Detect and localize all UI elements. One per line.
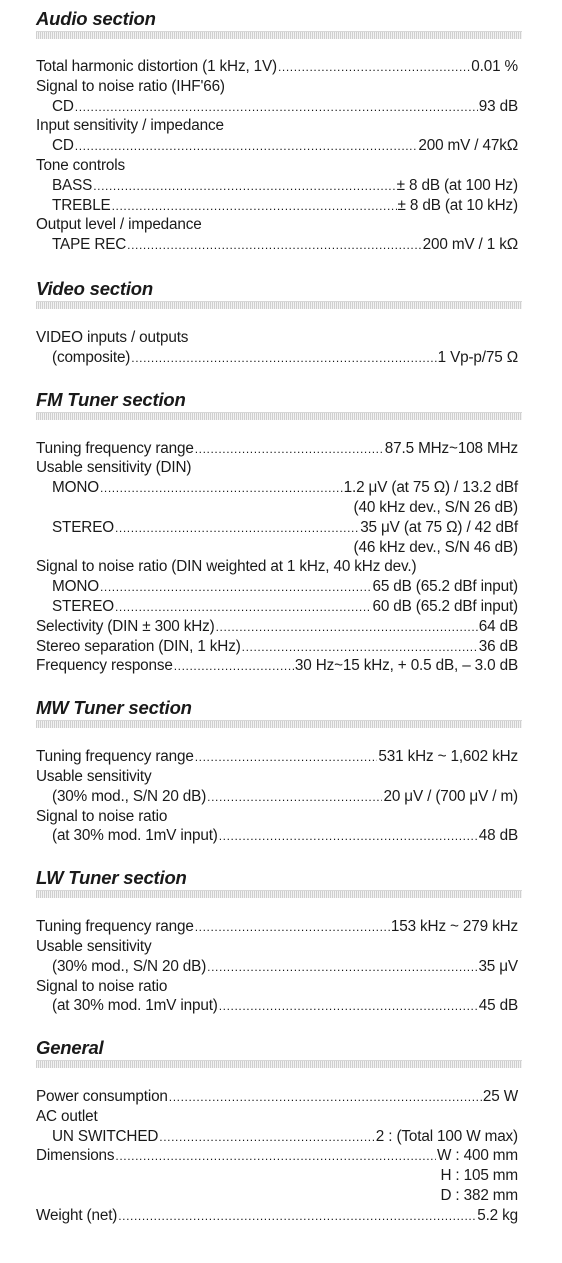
spec-row <box>36 747 518 767</box>
spec-row <box>36 478 518 498</box>
leader-dots <box>219 827 478 847</box>
spec-value: 200 mV / 1 kΩ <box>422 236 518 254</box>
spec-label: (30% mod., S/N 20 dB) <box>52 957 207 975</box>
spec-row <box>36 97 518 117</box>
spec-row <box>36 617 518 637</box>
spec-row <box>36 116 518 136</box>
spec-value: 64 dB <box>478 617 518 635</box>
spec-row <box>36 136 518 156</box>
spec-row <box>36 156 518 176</box>
section-divider <box>36 890 522 898</box>
spec-row <box>36 328 518 348</box>
video-section <box>36 278 518 368</box>
leader-dots <box>242 638 478 658</box>
spec-value: ± 8 dB (at 100 Hz) <box>396 176 518 194</box>
fm-tuner-section <box>36 389 518 677</box>
spec-value: 0.01 % <box>471 58 518 75</box>
spec-label: STEREO <box>52 518 114 536</box>
leader-dots <box>115 1147 436 1167</box>
spec-row <box>36 917 518 937</box>
spec-label: Stereo separation (DIN, 1 kHz) <box>36 637 241 655</box>
section-title: MW Tuner section <box>36 697 192 719</box>
section-title: Video section <box>36 277 153 299</box>
section-divider <box>36 31 522 39</box>
spec-row <box>36 1107 518 1127</box>
spec-row <box>36 937 518 957</box>
spec-label: Dimensions <box>36 1147 115 1165</box>
spec-label: (composite) <box>52 348 131 366</box>
spec-label: Input sensitivity / impedance <box>36 117 224 135</box>
lw-tuner-section <box>36 867 518 1016</box>
spec-value: 35 μV (at 75 Ω) / 42 dBf <box>360 518 518 536</box>
spec-label: Signal to noise ratio (DIN weighted at 1 kHz, 40 kHz dev.) <box>36 558 417 576</box>
spec-sheet <box>36 8 518 1226</box>
section-divider <box>36 1060 522 1068</box>
spec-row <box>36 196 518 216</box>
spec-row <box>36 215 518 235</box>
spec-label: CD <box>52 97 74 115</box>
spec-row <box>36 1087 518 1107</box>
spec-value: 60 dB (65.2 dBf input) <box>372 597 518 615</box>
spec-value: 45 dB <box>478 997 518 1015</box>
spec-label: UN SWITCHED <box>52 1127 159 1145</box>
spec-label: Signal to noise ratio <box>36 977 168 995</box>
leader-dots <box>115 598 371 618</box>
spec-row <box>36 767 518 787</box>
section-title: FM Tuner section <box>36 388 186 410</box>
spec-label: (at 30% mod. 1mV input) <box>52 997 218 1015</box>
spec-row <box>36 996 518 1016</box>
spec-value: H : 105 mm <box>440 1167 518 1185</box>
spec-row <box>36 557 518 577</box>
spec-value: 30 Hz~15 kHz, + 0.5 dB, – 3.0 dB <box>294 657 518 675</box>
spec-row <box>36 787 518 807</box>
leader-dots <box>159 1128 375 1148</box>
spec-label: Signal to noise ratio (IHF'66) <box>36 77 225 95</box>
spec-value: 93 dB <box>478 97 518 115</box>
spec-value: 25 W <box>482 1088 518 1106</box>
spec-label: Total harmonic distortion (1 kHz, 1V) <box>36 58 277 75</box>
spec-label: Usable sensitivity (DIN) <box>36 459 192 477</box>
section-divider <box>36 412 522 420</box>
spec-value: (46 kHz dev., S/N 46 dB) <box>353 538 518 556</box>
spec-row <box>36 1206 518 1226</box>
spec-label: Tuning frequency range <box>36 439 194 457</box>
spec-label: Tone controls <box>36 156 126 174</box>
spec-row <box>36 538 518 558</box>
spec-row <box>36 77 518 97</box>
leader-dots <box>174 657 294 677</box>
spec-label: Output level / impedance <box>36 216 202 234</box>
spec-value: ± 8 dB (at 10 kHz) <box>397 196 518 214</box>
spec-row <box>36 235 518 255</box>
leader-dots <box>131 349 436 369</box>
spec-label: BASS <box>52 176 93 194</box>
spec-value: 65 dB (65.2 dBf input) <box>372 578 518 596</box>
section-title: General <box>36 1037 104 1059</box>
leader-dots <box>93 177 395 197</box>
spec-value: D : 382 mm <box>440 1187 518 1205</box>
spec-label: CD <box>52 137 74 155</box>
spec-label: Tuning frequency range <box>36 748 194 766</box>
spec-value: 48 dB <box>478 827 518 845</box>
spec-label: Tuning frequency range <box>36 918 194 936</box>
leader-dots <box>278 58 470 78</box>
spec-row <box>36 577 518 597</box>
section-divider <box>36 301 522 309</box>
spec-row <box>36 807 518 827</box>
spec-label: (at 30% mod. 1mV input) <box>52 827 218 845</box>
spec-value: 5.2 kg <box>477 1206 518 1224</box>
spec-value: 1 Vp-p/75 Ω <box>437 348 518 366</box>
section-title: Audio section <box>36 8 156 29</box>
leader-dots <box>127 236 421 256</box>
leader-dots <box>100 578 371 598</box>
spec-label: Power consumption <box>36 1088 168 1106</box>
spec-label: Selectivity (DIN ± 300 kHz) <box>36 617 215 635</box>
spec-row <box>36 957 518 977</box>
leader-dots <box>195 918 390 938</box>
leader-dots <box>118 1207 476 1227</box>
spec-label: Usable sensitivity <box>36 937 152 955</box>
spec-value: 20 μV / (700 μV / m) <box>383 787 518 805</box>
spec-label: Signal to noise ratio <box>36 807 168 825</box>
leader-dots <box>216 618 478 638</box>
spec-value: W : 400 mm <box>437 1147 518 1165</box>
spec-label: MONO <box>52 578 99 596</box>
spec-label: TREBLE <box>52 196 111 214</box>
spec-row <box>36 656 518 676</box>
leader-dots <box>75 98 478 118</box>
spec-value: 200 mV / 47kΩ <box>418 137 518 155</box>
spec-row <box>36 1186 518 1206</box>
spec-value: 1.2 μV (at 75 Ω) / 13.2 dBf <box>343 479 518 497</box>
leader-dots <box>100 479 343 499</box>
spec-row <box>36 458 518 478</box>
leader-dots <box>169 1088 482 1108</box>
spec-label: Frequency response <box>36 657 173 675</box>
leader-dots <box>207 958 477 978</box>
leader-dots <box>195 440 384 460</box>
spec-row <box>36 977 518 997</box>
general-section <box>36 1037 518 1226</box>
spec-label: (30% mod., S/N 20 dB) <box>52 787 207 805</box>
leader-dots <box>195 748 378 768</box>
audio-section <box>36 8 518 255</box>
leader-dots <box>219 997 478 1017</box>
section-divider <box>36 720 522 728</box>
spec-value: 2 : (Total 100 W max) <box>375 1127 518 1145</box>
spec-row <box>36 348 518 368</box>
spec-row <box>36 1127 518 1147</box>
spec-label: MONO <box>52 479 99 497</box>
spec-label: TAPE REC <box>52 236 127 254</box>
spec-row <box>36 1146 518 1166</box>
spec-label: STEREO <box>52 597 114 615</box>
spec-row <box>36 498 518 518</box>
spec-row <box>36 176 518 196</box>
leader-dots <box>75 137 418 157</box>
section-title: LW Tuner section <box>36 867 187 889</box>
spec-label: VIDEO inputs / outputs <box>36 328 189 346</box>
spec-row <box>36 439 518 459</box>
leader-dots <box>115 519 359 539</box>
spec-row <box>36 1166 518 1186</box>
spec-row <box>36 826 518 846</box>
spec-value: 87.5 MHz~108 MHz <box>384 439 518 457</box>
spec-label: Usable sensitivity <box>36 767 152 785</box>
spec-row <box>36 637 518 657</box>
spec-label: AC outlet <box>36 1107 98 1125</box>
spec-value: (40 kHz dev., S/N 26 dB) <box>353 498 518 516</box>
spec-row <box>36 518 518 538</box>
spec-label: Weight (net) <box>36 1206 118 1224</box>
leader-dots <box>112 197 397 217</box>
spec-value: 153 kHz ~ 279 kHz <box>390 918 518 936</box>
mw-tuner-section <box>36 697 518 846</box>
spec-value: 35 μV <box>478 957 518 975</box>
spec-row <box>36 57 518 77</box>
spec-value: 531 kHz ~ 1,602 kHz <box>378 748 518 766</box>
spec-value: 36 dB <box>478 637 518 655</box>
spec-row <box>36 597 518 617</box>
leader-dots <box>207 788 382 808</box>
